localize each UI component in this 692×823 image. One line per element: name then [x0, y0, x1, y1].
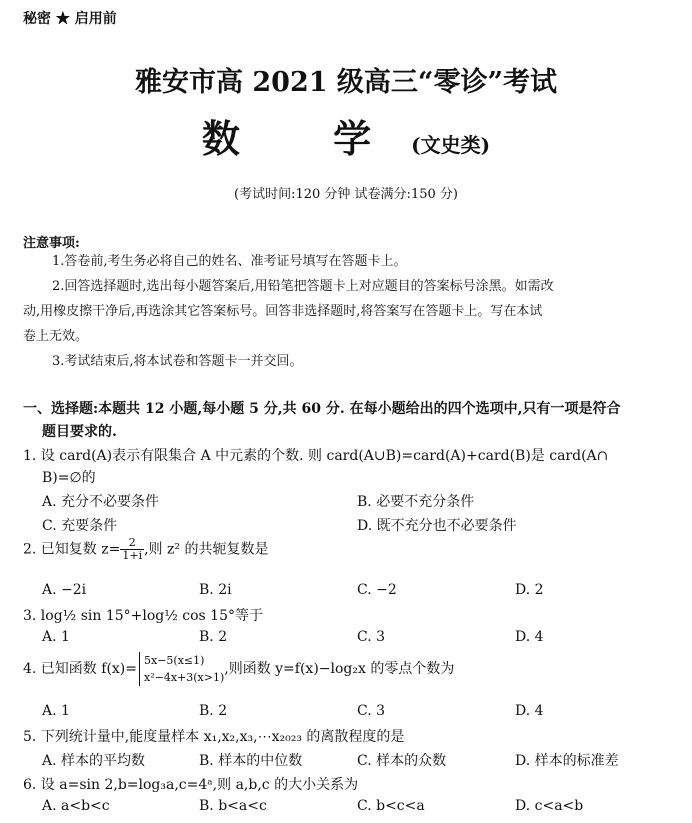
- q5-option-b: B. 样本的中位数: [199, 753, 303, 769]
- q5-option-c: C. 样本的众数: [357, 753, 447, 769]
- question-5: 5. 下列统计量中,能度量样本 x₁,x₂,x₃,⋯x₂₀₂₃ 的离散程度的是: [23, 729, 405, 745]
- exam-title: 雅安市高 2021 级高三“零诊”考试: [134, 67, 557, 98]
- subject-heading: [0, 108, 692, 163]
- q3-option-b: B. 2: [199, 629, 228, 645]
- note-item: 动,用橡皮擦干净后,再选涂其它答案标号。回答非选择题时,将答案写在答题卡上。写在本试: [23, 304, 543, 319]
- note-item: 1.答卷前,考生务必将自己的姓名、准考证号填写在答题卡上。: [52, 254, 407, 269]
- q2-denominator: 1+i: [122, 549, 143, 562]
- subject-name: 数 学: [201, 116, 412, 161]
- q2-fraction: [120, 537, 144, 562]
- q1-option-b: B. 必要不充分条件: [357, 494, 475, 510]
- note-item: 2.回答选择题时,选出每小题答案后,用铅笔把答题卡上对应题目的答案标号涂黑。如需改: [52, 279, 554, 294]
- q2-option-b: B. 2i: [199, 582, 232, 598]
- q2-suffix: ,则 z² 的共轭复数是: [144, 541, 269, 558]
- q4-option-c: C. 3: [357, 703, 386, 719]
- q4-suffix: ,则函数 y=f(x)−log₂x 的零点个数为: [224, 661, 455, 677]
- q3-option-a: A. 1: [42, 629, 70, 645]
- question-3: 3. log½ sin 15°+log½ cos 15°等于: [23, 608, 263, 624]
- question-4: [23, 652, 454, 686]
- section-heading: 一、选择题:本题共 12 小题,每小题 5 分,共 60 分. 在每小题给出的四个选项中,只有一项是符合: [23, 401, 621, 417]
- q2-option-a: A. −2i: [42, 582, 87, 598]
- q2-prefix: 2. 已知复数 z=: [23, 541, 121, 558]
- q4-option-b: B. 2: [199, 703, 228, 719]
- q4-prefix: 4. 已知函数 f(x)=: [23, 661, 137, 677]
- question-6: 6. 设 a=sin 2,b=log₃a,c=4ᵃ,则 a,b,c 的大小关系为: [23, 777, 359, 793]
- q2-numerator: 2: [120, 537, 144, 550]
- q5-option-d: D. 样本的标准差: [515, 753, 619, 769]
- question-1-line2: B)=∅的: [42, 470, 96, 486]
- q2-option-c: C. −2: [357, 582, 397, 598]
- exam-info: (考试时间:120 分钟 试卷满分:150 分): [234, 187, 458, 202]
- q2-option-d: D. 2: [515, 582, 544, 598]
- section-heading-cont: 题目要求的.: [42, 424, 117, 440]
- question-1-line1: 1. 设 card(A)表示有限集合 A 中元素的个数. 则 card(A∪B)=card(A)+card(B)是 card(A∩: [23, 448, 609, 464]
- subject-type: (文史类): [411, 133, 491, 157]
- q1-option-d: D. 既不充分也不必要条件: [357, 518, 517, 534]
- q6-option-b: B. b<a<c: [199, 798, 267, 814]
- q1-option-c: C. 充要条件: [42, 518, 118, 534]
- question-2: [23, 537, 268, 562]
- q4-case-2: x²−4x+3(x>1): [144, 671, 225, 684]
- q6-option-d: D. c<a<b: [515, 798, 584, 814]
- q4-piecewise: [139, 652, 224, 686]
- q4-option-d: D. 4: [515, 703, 544, 719]
- q4-option-a: A. 1: [42, 703, 70, 719]
- q5-option-a: A. 样本的平均数: [42, 753, 146, 769]
- q3-option-c: C. 3: [357, 629, 386, 645]
- notes-heading: 注意事项:: [23, 236, 80, 251]
- q6-option-c: C. b<c<a: [357, 798, 425, 814]
- q3-option-d: D. 4: [515, 629, 544, 645]
- note-item: 卷上无效。: [23, 329, 89, 344]
- q6-option-a: A. a<b<c: [42, 798, 110, 814]
- q4-case-1: 5x−5(x≤1): [144, 654, 205, 667]
- q1-option-a: A. 充分不必要条件: [42, 494, 160, 510]
- note-item: 3.考试结束后,将本试卷和答题卡一并交回。: [52, 354, 303, 369]
- secret-label: 秘密 ★ 启用前: [23, 11, 117, 27]
